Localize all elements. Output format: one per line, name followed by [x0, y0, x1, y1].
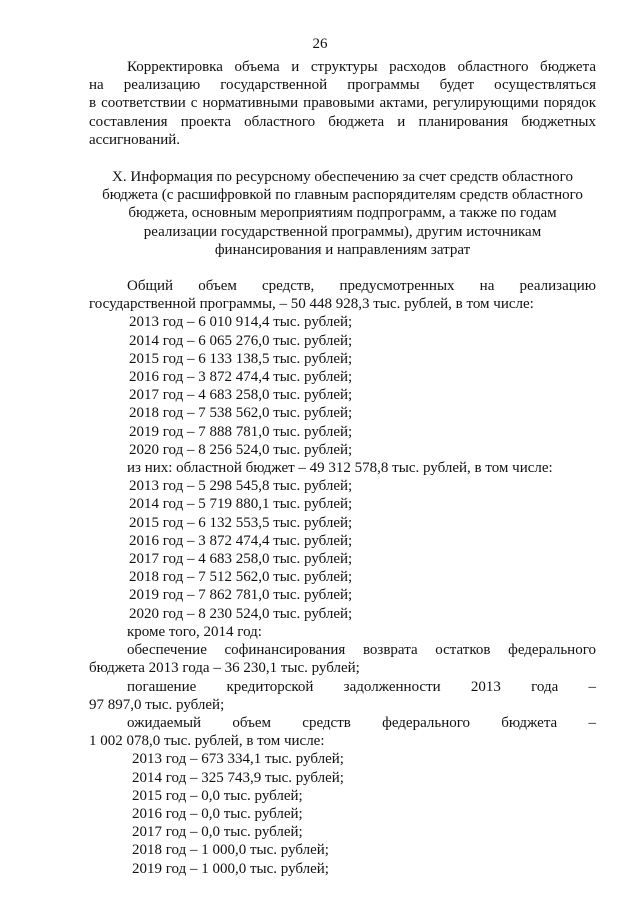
regional-year-item: 2016 год – 3 872 474,4 тыс. рублей; — [129, 532, 353, 549]
federal-years-list — [89, 750, 596, 877]
total-year-item: 2017 год – 4 683 258,0 тыс. рублей; — [129, 387, 353, 404]
regional-year-item: 2018 год – 7 512 562,0 тыс. рублей; — [129, 569, 353, 586]
page-content — [89, 58, 596, 878]
total-years-list — [89, 313, 596, 459]
heading-line-5: финансирования и направлениям затрат — [214, 241, 471, 258]
federal-line-1: ожидаемый объем средств федерального бюджета – — [127, 714, 596, 731]
total-year-item: 2016 год – 3 872 474,4 тыс. рублей; — [129, 369, 353, 386]
page-number: 26 — [312, 36, 328, 52]
section-heading — [89, 168, 596, 259]
regional-year-item: 2020 год – 8 230 524,0 тыс. рублей; — [129, 605, 353, 622]
federal-year-item: 2019 год – 1 000,0 тыс. рублей; — [132, 860, 329, 877]
intro-line-4: составления проекта областного бюджета и планирования бюджетных — [89, 113, 596, 130]
federal-year-item: 2017 год – 0,0 тыс. рублей; — [132, 824, 303, 841]
regional-budget-line: из них: областной бюджет – 49 312 578,8 тыс. рублей, в том числе: — [127, 460, 553, 477]
regional-year-item: 2014 год – 5 719 880,1 тыс. рублей; — [129, 496, 353, 513]
regional-year-item: 2019 год – 7 862 781,0 тыс. рублей; — [129, 587, 353, 604]
total-year-item: 2019 год – 7 888 781,0 тыс. рублей; — [129, 423, 353, 440]
heading-line-4: реализации государственной программы), другим источникам — [143, 223, 542, 240]
federal-year-item: 2013 год – 673 334,1 тыс. рублей; — [132, 751, 344, 768]
regional-year-item: 2013 год – 5 298 545,8 тыс. рублей; — [129, 478, 353, 495]
debt-line-1: погашение кредиторской задолженности 2013 года – — [127, 678, 596, 695]
heading-line-1: X. Информация по ресурсному обеспечению за счет средств областного — [112, 169, 573, 186]
heading-line-2: бюджета (с расшифровкой по главным распорядителям средств областного — [102, 187, 583, 204]
federal-year-item: 2016 год – 0,0 тыс. рублей; — [132, 805, 303, 822]
total-year-item: 2020 год – 8 256 524,0 тыс. рублей; — [129, 441, 353, 458]
debt-line-2: 97 897,0 тыс. рублей; — [89, 696, 225, 713]
total-line-2: государственной программы, – 50 448 928,3 тыс. рублей, в том числе: — [89, 296, 534, 313]
total-year-item: 2015 год – 6 133 138,5 тыс. рублей; — [129, 350, 353, 367]
total-year-item: 2014 год – 6 065 276,0 тыс. рублей; — [129, 332, 353, 349]
regional-year-item: 2015 год – 6 132 553,5 тыс. рублей; — [129, 514, 353, 531]
intro-line-3: в соответствии с нормативными правовыми актами, регулирующими порядок — [89, 95, 596, 112]
intro-line-5: ассигнований. — [89, 131, 181, 148]
regional-year-item: 2017 год – 4 683 258,0 тыс. рублей; — [129, 551, 353, 568]
heading-line-3: бюджета, основным мероприятиям подпрограмм, а также по годам — [128, 205, 557, 222]
total-year-item: 2013 год – 6 010 914,4 тыс. рублей; — [129, 314, 353, 331]
federal-year-item: 2015 год – 0,0 тыс. рублей; — [132, 787, 303, 804]
federal-year-item: 2018 год – 1 000,0 тыс. рублей; — [132, 842, 329, 859]
total-line-1: Общий объем средств, предусмотренных на реализацию — [127, 278, 596, 295]
besides-line: кроме того, 2014 год: — [127, 623, 262, 640]
federal-line-2: 1 002 078,0 тыс. рублей, в том числе: — [89, 733, 325, 750]
intro-line-2: на реализацию государственной программы будет осуществляться — [89, 77, 596, 94]
total-year-item: 2018 год – 7 538 562,0 тыс. рублей; — [129, 405, 353, 422]
federal-year-item: 2014 год – 325 743,9 тыс. рублей; — [132, 769, 344, 786]
regional-years-list — [89, 477, 596, 623]
cofinancing-line-1: обеспечение софинансирования возврата остатков федерального — [127, 642, 596, 659]
cofinancing-line-2: бюджета 2013 года – 36 230,1 тыс. рублей; — [89, 660, 360, 677]
intro-line-1: Корректировка объема и структуры расходов областного бюджета — [127, 59, 596, 75]
